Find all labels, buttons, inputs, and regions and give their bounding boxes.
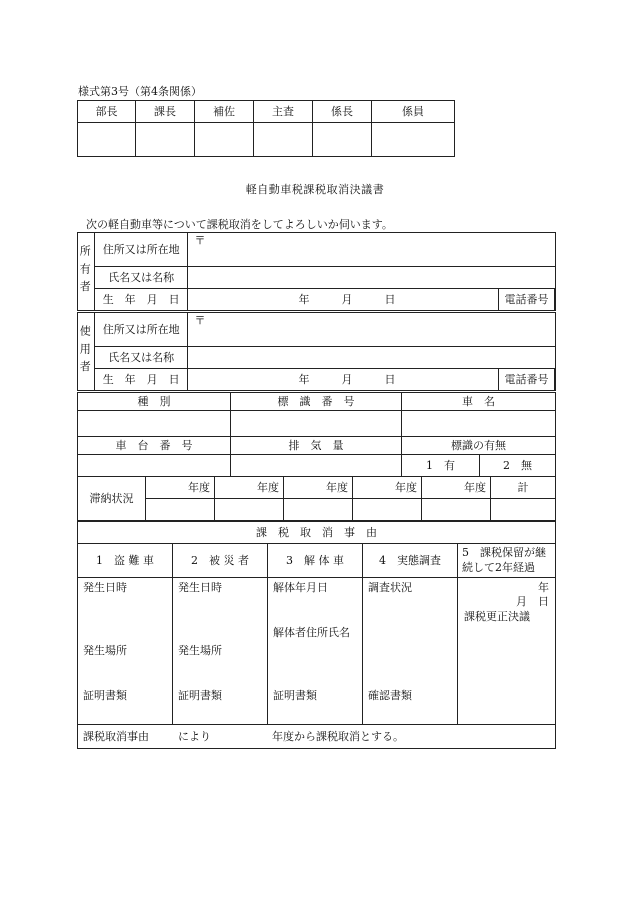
owner-group-label: 所有者 (78, 233, 95, 311)
approval-stamp[interactable] (78, 123, 136, 157)
arrears-table (77, 476, 556, 521)
footer-reason-label: 課税取消事由 (83, 730, 149, 743)
deferred-month-day: 月 日 (516, 595, 549, 608)
deferred-correction-label: 課税更正決議 (464, 610, 530, 623)
owner-name-field[interactable] (188, 267, 556, 289)
approval-role: 補佐 (195, 101, 254, 123)
chassis-field[interactable] (78, 455, 231, 477)
approval-role: 係長 (313, 101, 372, 123)
reason-option-survey[interactable]: 4 実態調査 (363, 544, 458, 578)
survey-status-label: 調査状況 (368, 581, 412, 594)
vehicle-name-label: 車 名 (402, 393, 556, 411)
user-phone-label: 電話番号 (498, 369, 554, 391)
plate-presence-label: 標識の有無 (402, 437, 556, 455)
scrap-date-label: 解体年月日 (273, 581, 328, 594)
reasons-table (77, 521, 556, 749)
form-number: 様式第3号（第4条関係） (78, 85, 202, 98)
displacement-label: 排 気 量 (231, 437, 402, 455)
approval-role: 課長 (136, 101, 195, 123)
approval-stamp[interactable] (195, 123, 254, 157)
disaster-place-label: 発生場所 (178, 644, 222, 657)
user-address-label: 住所又は所在地 (94, 313, 188, 347)
arrears-year: 年度 (215, 477, 284, 499)
scrap-document-label: 証明書類 (273, 689, 317, 702)
footer-conclusion: 年度から課税取消とする。 (272, 730, 404, 743)
arrears-total: 計 (491, 477, 556, 499)
postal-mark: 〒 (194, 234, 206, 247)
approval-table (77, 100, 455, 157)
reason-option-scrapped[interactable]: 3 解 体 車 (268, 544, 363, 578)
user-birth-field[interactable]: 年 月 日 (188, 369, 498, 391)
postal-mark: 〒 (194, 314, 206, 327)
vehicle-name-field[interactable] (402, 411, 556, 437)
owner-phone-field[interactable] (555, 289, 556, 311)
arrears-total-amount[interactable] (491, 499, 556, 521)
reason-option-deferred[interactable]: 5 課税保留が継続して2年経過 (458, 544, 556, 578)
user-table (77, 312, 556, 391)
theft-datetime-label: 発生日時 (83, 581, 127, 594)
user-birth-label: 生 年 月 日 (94, 369, 188, 391)
disaster-document-label: 証明書類 (178, 689, 222, 702)
chassis-label: 車 台 番 号 (78, 437, 231, 455)
vehicle-table (77, 392, 556, 477)
owner-address-label: 住所又は所在地 (94, 233, 188, 267)
owner-name-label: 氏名又は名称 (94, 267, 188, 289)
deferred-year: 年 (538, 581, 549, 594)
vehicle-type-label: 種 別 (78, 393, 231, 411)
user-group-label: 使用者 (78, 313, 95, 391)
arrears-amount[interactable] (146, 499, 215, 521)
approval-stamp[interactable] (313, 123, 372, 157)
reason-option-disaster[interactable]: 2 被 災 者 (173, 544, 268, 578)
vehicle-plate-field[interactable] (231, 411, 402, 437)
approval-role: 部長 (78, 101, 136, 123)
reasons-header: 課 税 取 消 事 由 (78, 522, 556, 544)
survey-details[interactable] (363, 578, 458, 725)
theft-place-label: 発生場所 (83, 644, 127, 657)
arrears-year: 年度 (146, 477, 215, 499)
arrears-year: 年度 (353, 477, 422, 499)
deferred-details[interactable] (458, 578, 556, 725)
arrears-year: 年度 (422, 477, 491, 499)
approval-stamp[interactable] (136, 123, 195, 157)
approval-role: 主査 (254, 101, 313, 123)
theft-details[interactable] (78, 578, 173, 725)
arrears-amount[interactable] (215, 499, 284, 521)
arrears-label: 滞納状況 (78, 477, 146, 521)
owner-address-field[interactable] (188, 233, 556, 267)
user-name-label: 氏名又は名称 (94, 347, 188, 369)
owner-birth-label: 生 年 月 日 (94, 289, 188, 311)
scrap-details[interactable] (268, 578, 363, 725)
owner-table (77, 232, 556, 311)
plate-presence-yes[interactable]: 1 有 (402, 455, 480, 477)
arrears-year: 年度 (284, 477, 353, 499)
intro-text: 次の軽自動車等について課税取消をしてよろしいか伺います。 (86, 218, 393, 231)
owner-birth-field[interactable]: 年 月 日 (188, 289, 498, 311)
arrears-amount[interactable] (284, 499, 353, 521)
user-name-field[interactable] (188, 347, 556, 369)
arrears-amount[interactable] (353, 499, 422, 521)
footer-row[interactable] (78, 725, 556, 749)
vehicle-plate-label: 標 識 番 号 (231, 393, 402, 411)
approval-role: 係員 (372, 101, 455, 123)
user-address-field[interactable] (188, 313, 556, 347)
approval-stamp[interactable] (372, 123, 455, 157)
survey-document-label: 確認書類 (368, 689, 412, 702)
displacement-field[interactable] (231, 455, 402, 477)
user-phone-field[interactable] (555, 369, 556, 391)
owner-phone-label: 電話番号 (498, 289, 554, 311)
footer-by: により (178, 730, 211, 743)
approval-stamp[interactable] (254, 123, 313, 157)
vehicle-type-field[interactable] (78, 411, 231, 437)
plate-presence-no[interactable]: 2 無 (480, 455, 556, 477)
disaster-details[interactable] (173, 578, 268, 725)
document-title: 軽自動車税課税取消決議書 (245, 183, 385, 196)
scrapper-name-label: 解体者住所氏名 (273, 626, 350, 639)
theft-document-label: 証明書類 (83, 689, 127, 702)
reason-option-theft[interactable]: 1 盗 難 車 (78, 544, 173, 578)
arrears-amount[interactable] (422, 499, 491, 521)
disaster-datetime-label: 発生日時 (178, 581, 222, 594)
